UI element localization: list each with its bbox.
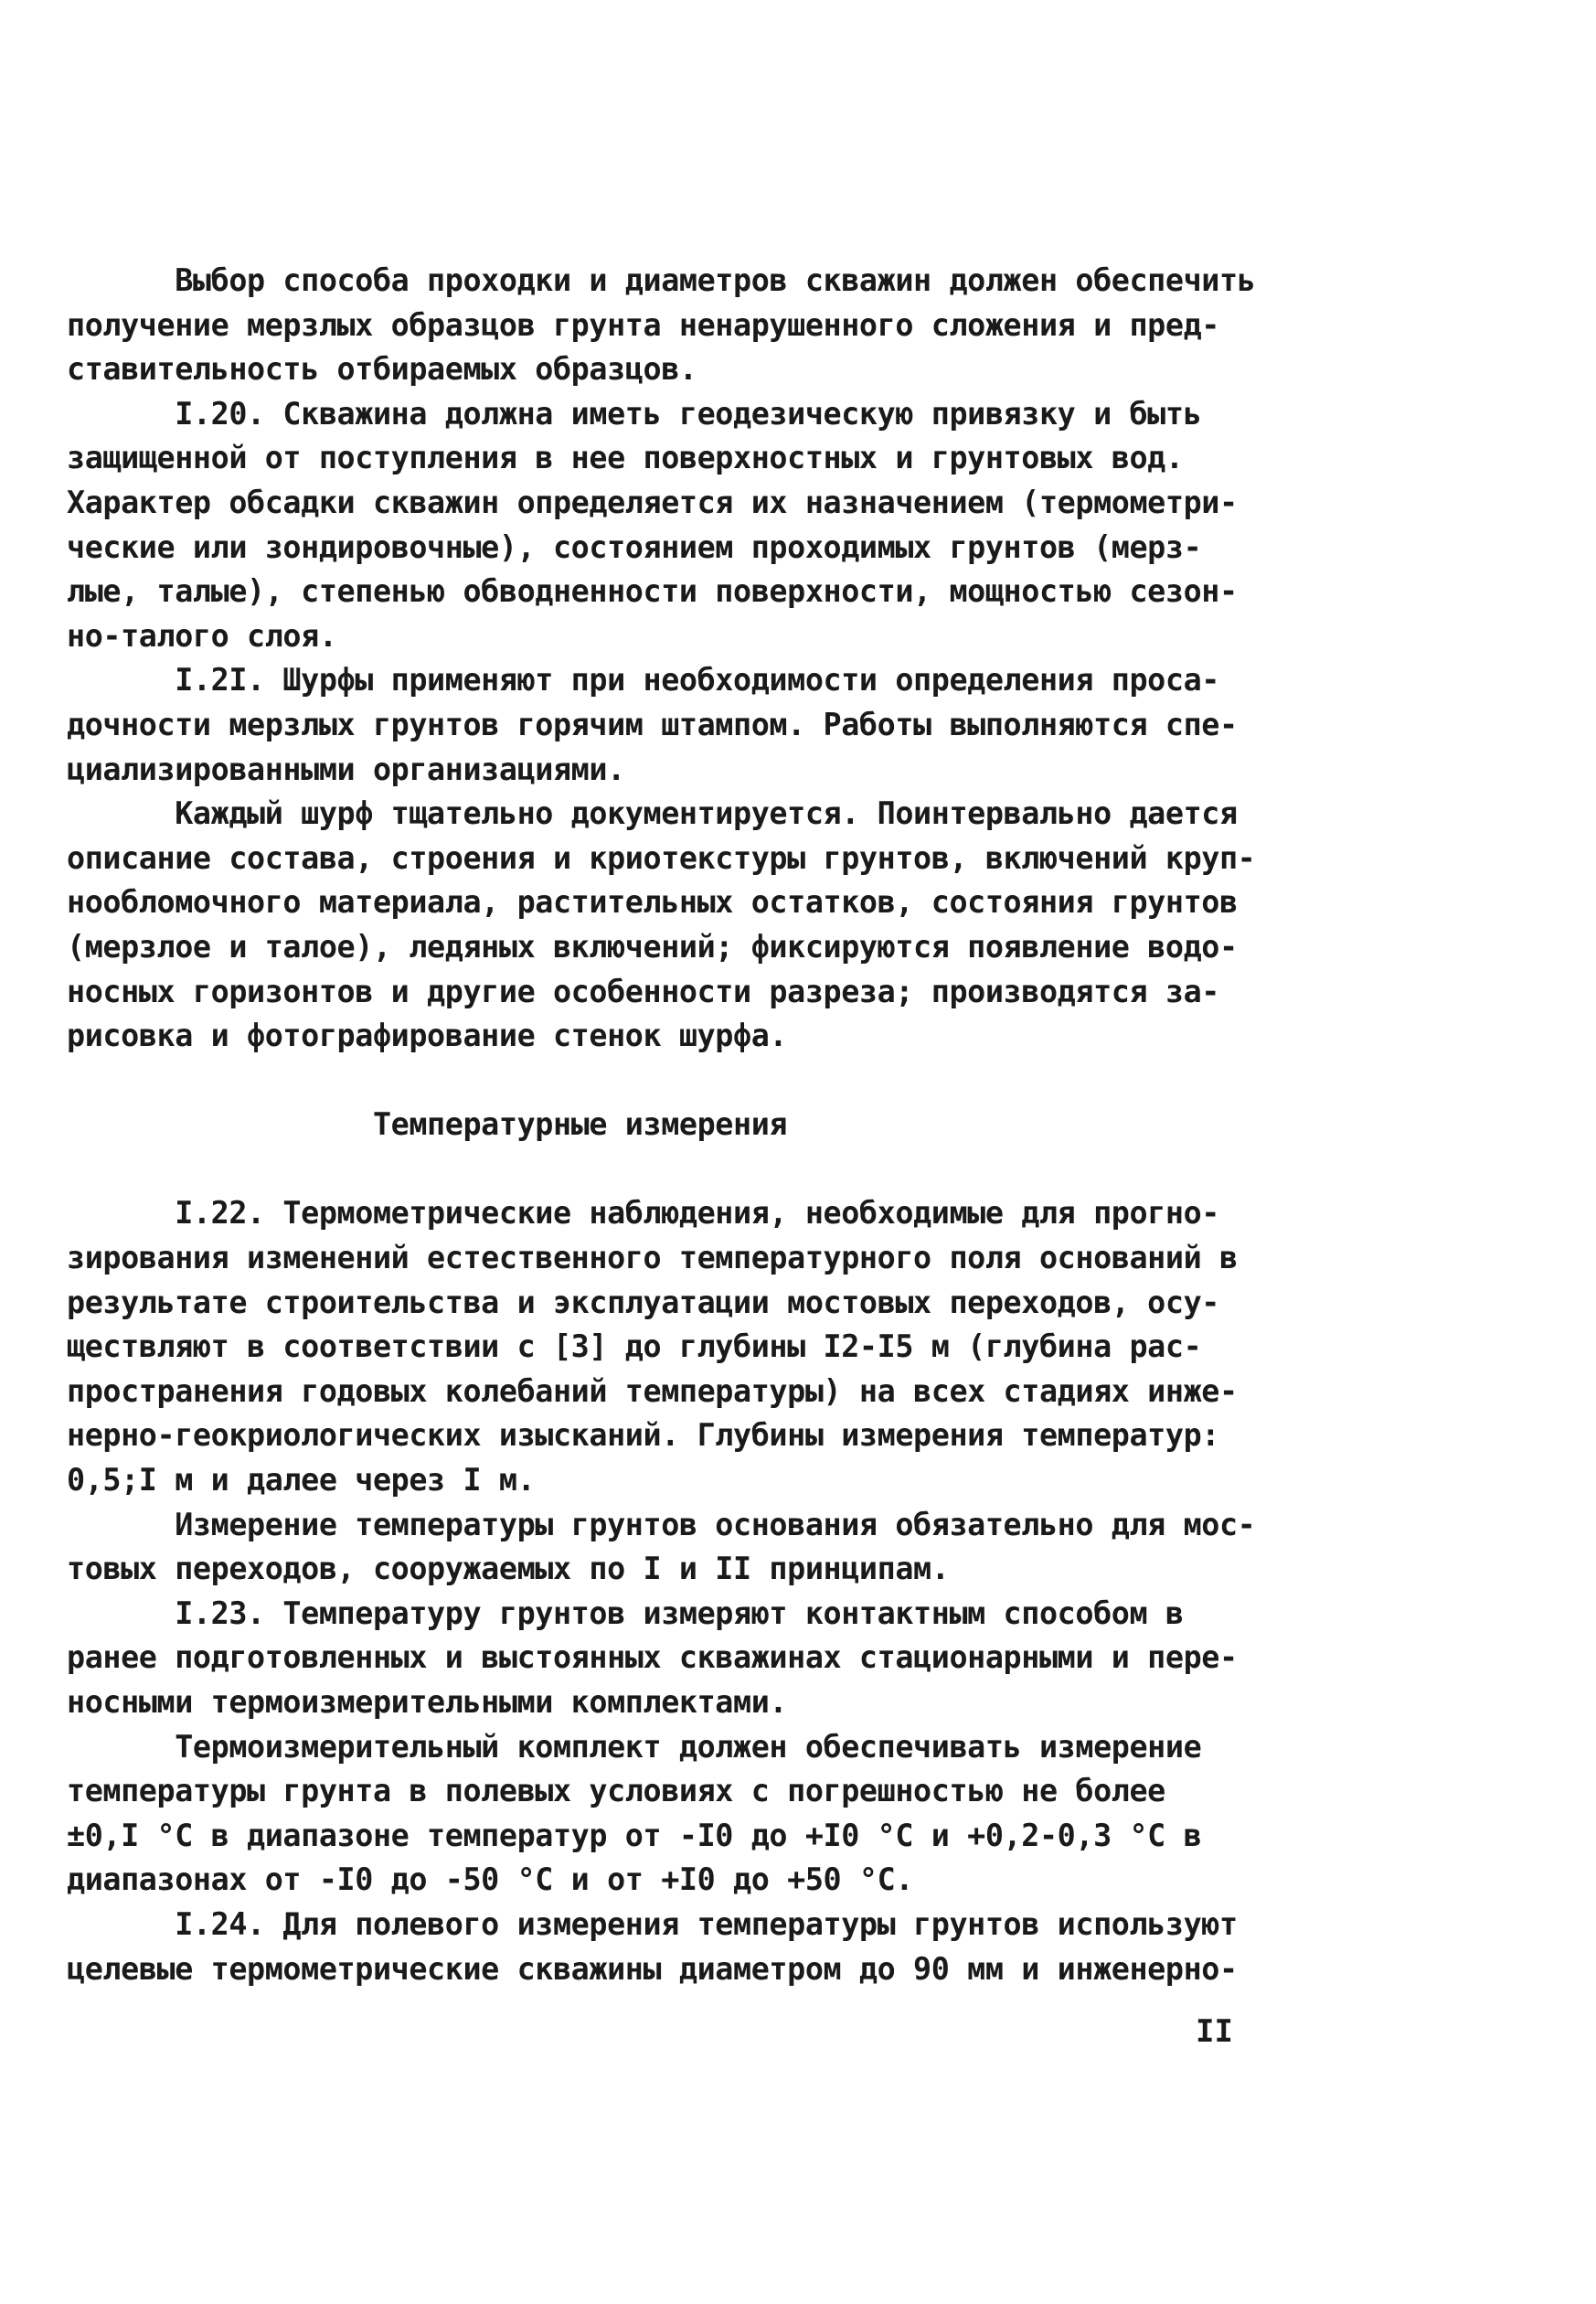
text-line: нерно-геокриологических изысканий. Глубины измерения температур:	[67, 1417, 1219, 1454]
page-number: II	[1196, 2013, 1233, 2050]
blank-line	[67, 1059, 1273, 1104]
text-line: описание состава, строения и криотекстуры грунтов, включений круп-	[67, 839, 1256, 876]
text-line: Термоизмерительный комплект должен обеспечивать измерение	[67, 1728, 1202, 1765]
text-line: ческие или зондировочные), состоянием проходимых грунтов (мерз-	[67, 528, 1202, 565]
text-line: рисовка и фотографирование стенок шурфа.	[67, 1018, 788, 1054]
text-line: Выбор способа проходки и диаметров скважин должен обеспечить	[67, 262, 1256, 298]
text-line: Измерение температуры грунтов основания обязательно для мос-	[67, 1506, 1256, 1542]
text-line: результате строительства и эксплуатации мостовых переходов, осу-	[67, 1284, 1219, 1320]
text-line: 0,5;I м и далее через I м.	[67, 1462, 536, 1499]
text-line: температуры грунта в полевых условиях с погрешностью не более	[67, 1773, 1165, 1809]
text-line: носными термоизмерительными комплектами.	[67, 1684, 788, 1720]
text-line: ставительность отбираемых образцов.	[67, 351, 697, 388]
body-text	[67, 259, 1273, 1991]
section-heading: Температурные измерения	[67, 1106, 788, 1143]
text-line: носных горизонтов и другие особенности разреза; производятся за-	[67, 973, 1219, 1009]
blank-line	[67, 1147, 1273, 1192]
text-line: защищенной от поступления в нее поверхностных и грунтовых вод.	[67, 440, 1184, 476]
text-line: зирования изменений естественного температурного поля оснований в	[67, 1240, 1238, 1276]
text-line: I.22. Термометрические наблюдения, необходимые для прогно-	[67, 1195, 1219, 1232]
text-line: циализированными организациями.	[67, 751, 625, 787]
text-line: I.20. Скважина должна иметь геодезическую привязку и быть	[67, 395, 1202, 432]
text-line: I.2I. Шурфы применяют при необходимости определения проса-	[67, 662, 1219, 699]
text-line: получение мерзлых образцов грунта ненарушенного сложения и пред-	[67, 306, 1219, 343]
text-line: нообломочного материала, растительных остатков, состояния грунтов	[67, 884, 1238, 921]
text-line: но-талого слоя.	[67, 617, 337, 654]
text-line: ществляют в соответствии с [3] до глубины I2-I5 м (глубина рас-	[67, 1328, 1202, 1365]
text-line: I.24. Для полевого измерения температуры грунтов используют	[67, 1905, 1238, 1942]
text-line: I.23. Температуру грунтов измеряют контактным способом в	[67, 1595, 1184, 1631]
text-line: пространения годовых колебаний температуры) на всех стадиях инже-	[67, 1372, 1238, 1409]
text-line: лые, талые), степенью обводненности поверхности, мощностью сезон-	[67, 573, 1238, 610]
text-line: целевые термометрические скважины диаметром до 90 мм и инженерно-	[67, 1950, 1238, 1987]
text-line: ранее подготовленных и выстоянных скважинах стационарными и пере-	[67, 1639, 1238, 1676]
text-line: ±0,I °С в диапазоне температур от -I0 до +I0 °С и +0,2-0,3 °С в	[67, 1817, 1202, 1853]
text-line: Характер обсадки скважин определяется их назначением (термометри-	[67, 484, 1238, 520]
text-line: товых переходов, сооружаемых по I и II принципам.	[67, 1551, 950, 1587]
text-line: (мерзлое и талое), ледяных включений; фиксируются появление водо-	[67, 928, 1238, 965]
text-line: дочности мерзлых грунтов горячим штампом. Работы выполняются спе-	[67, 706, 1238, 742]
text-line: диапазонах от -I0 до -50 °С и от +I0 до +50 °С.	[67, 1861, 914, 1898]
text-line: Каждый шурф тщательно документируется. Поинтервально дается	[67, 795, 1238, 832]
